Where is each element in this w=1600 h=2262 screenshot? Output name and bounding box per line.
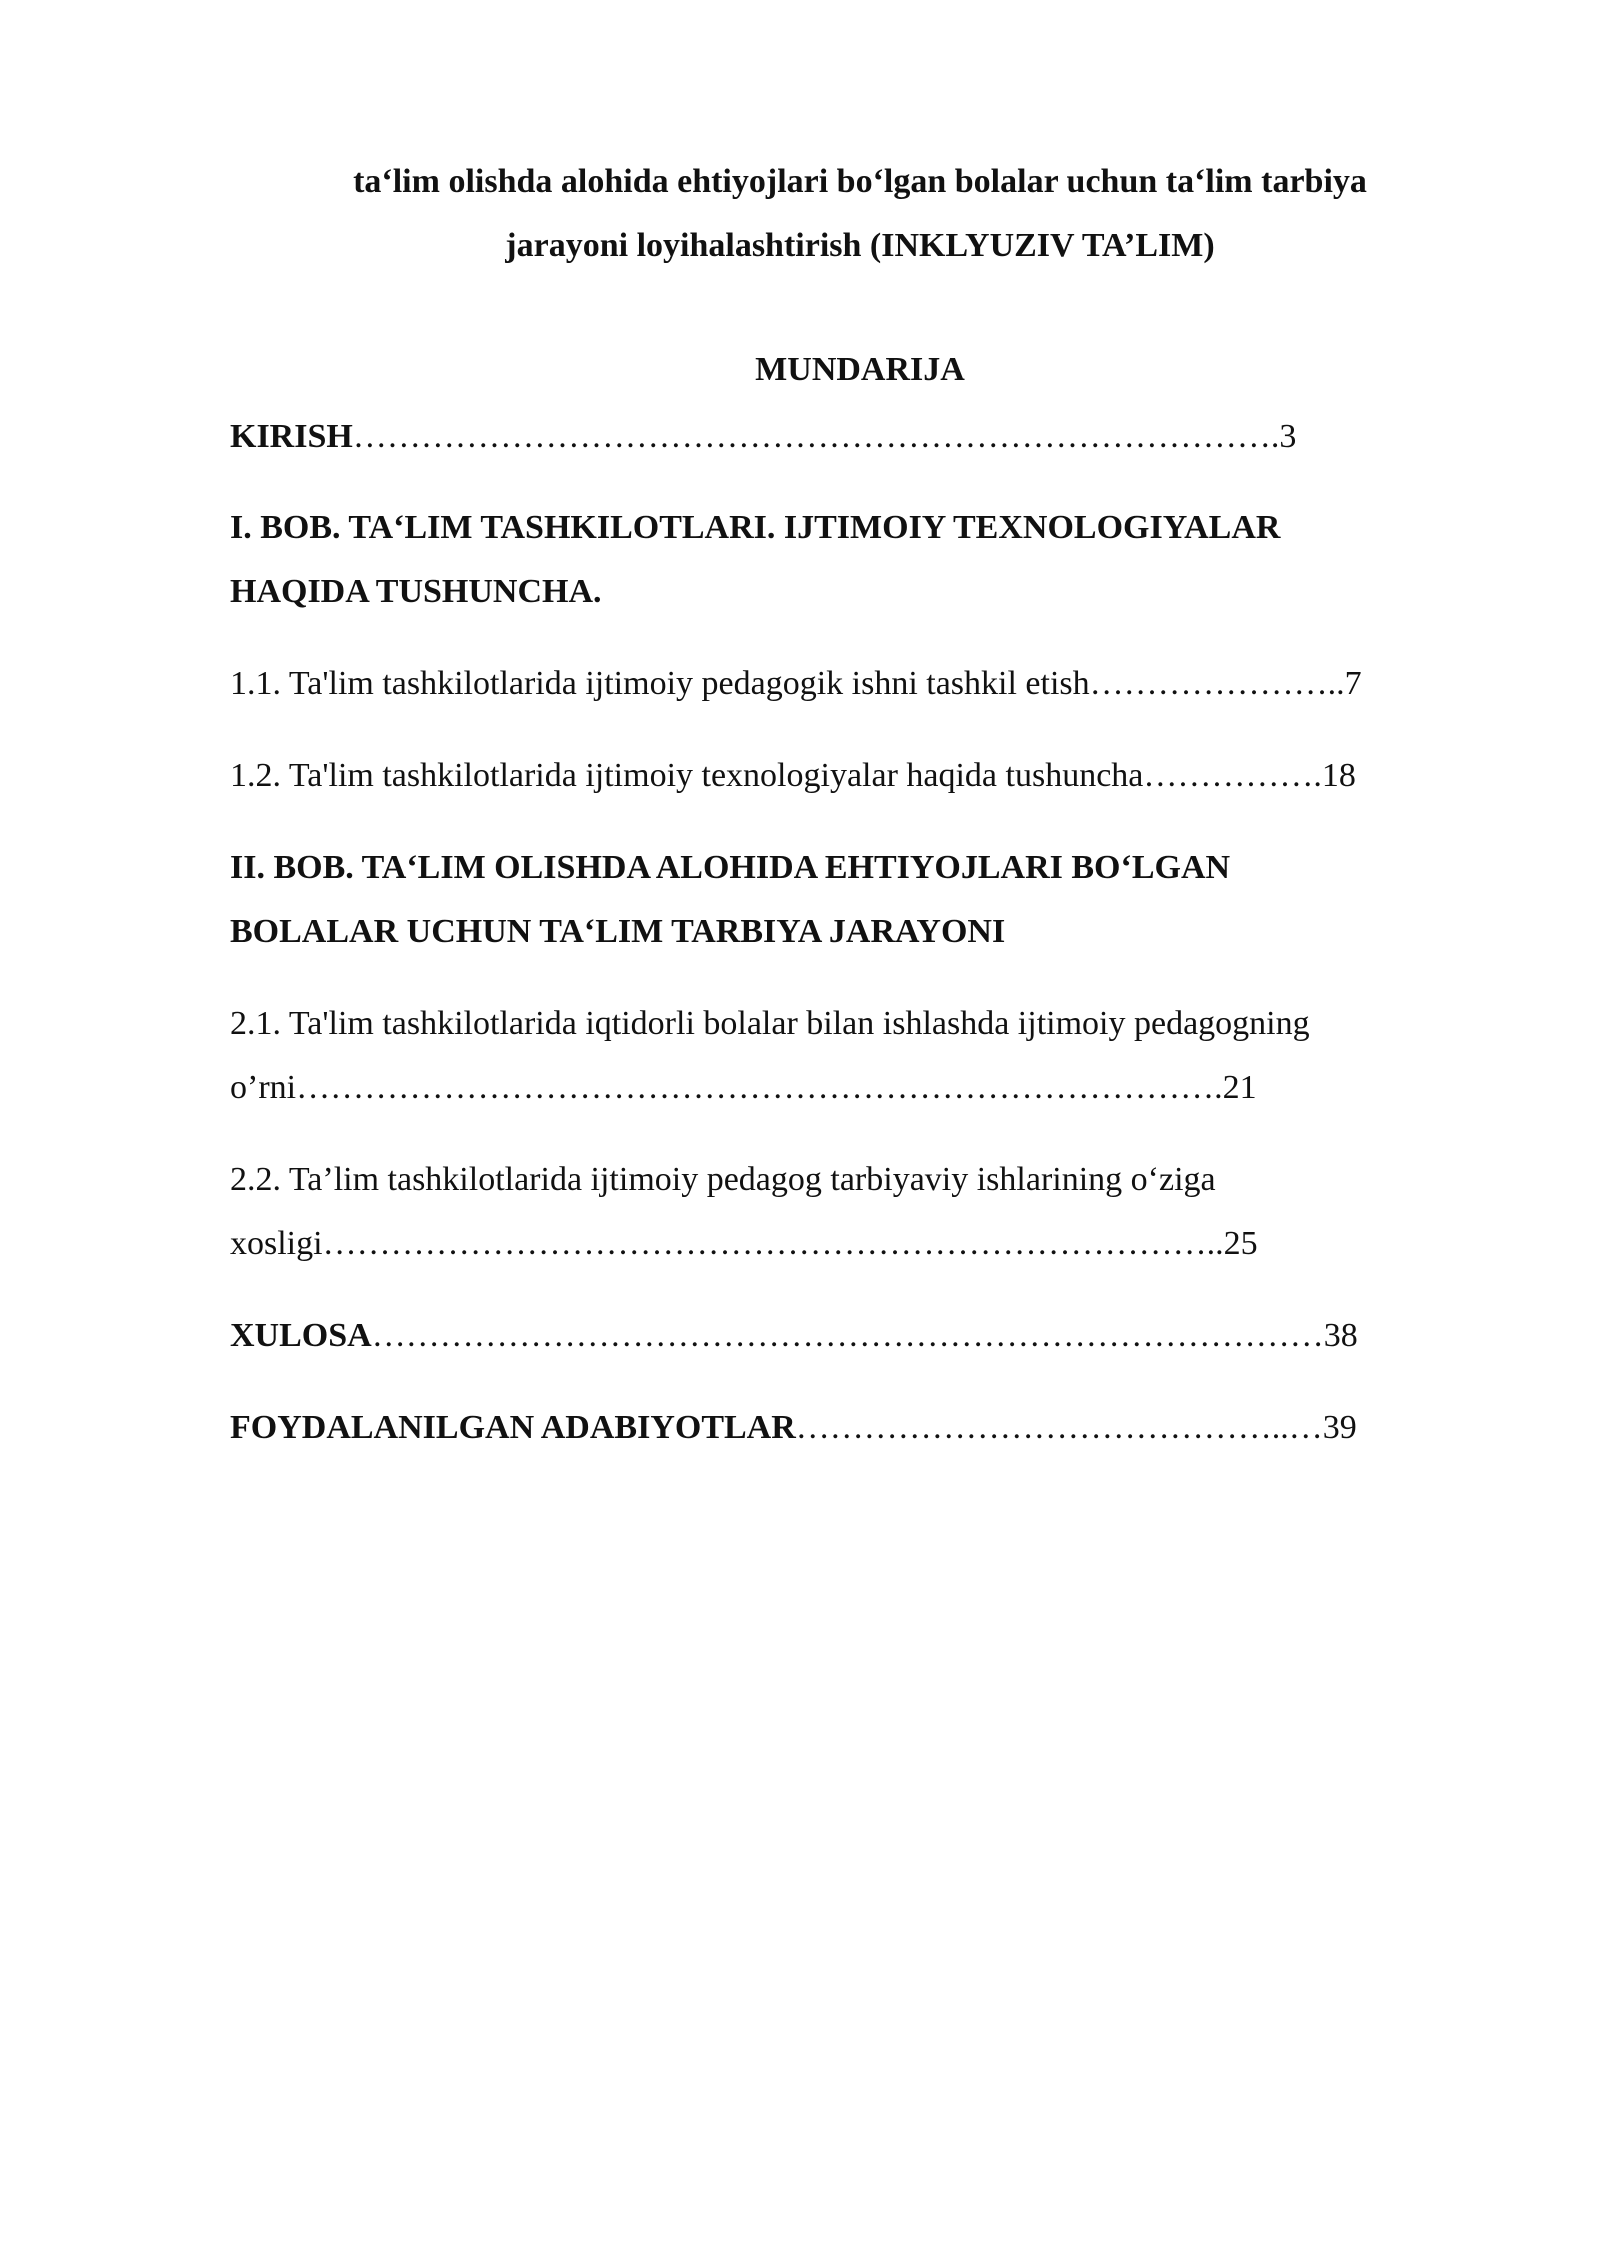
toc-entry-label-line-1: 2.1. Ta'lim tashkilotlarida iqtidorli bolalar bilan ishlashda ijtimoiy pedagogning — [230, 1005, 1310, 1042]
toc-entry-adabiyotlar — [230, 1396, 1490, 1460]
toc-leader-dots: ……………. — [1143, 757, 1322, 794]
toc-chapter-2 — [230, 836, 1490, 964]
toc-entry-label: XULOSA — [230, 1317, 372, 1354]
toc-entry-label-line-2: xosligi — [230, 1225, 323, 1262]
toc-leader-dots: ……………………………………..… — [795, 1409, 1323, 1446]
toc-entry-2-1 — [230, 992, 1490, 1120]
toc-entry-label: FOYDALANILGAN ADABIYOTLAR — [230, 1409, 796, 1446]
toc-leader-dots: …………………………………………………………………….. — [322, 1225, 1224, 1262]
toc-leader-dots: ………………………………………………………………………… — [371, 1317, 1324, 1354]
toc-entry-label: 1.2. Ta'lim tashkilotlarida ijtimoiy texnologiyalar haqida tushuncha — [230, 757, 1144, 794]
toc-entry-label-line-1: 2.2. Ta’lim tashkilotlarida ijtimoiy pedagog tarbiyaviy ishlarining o‘ziga — [230, 1161, 1216, 1198]
toc-entry-line-2 — [230, 1212, 1490, 1276]
toc-leader-dots: ………………………………………………………………………. — [296, 1069, 1223, 1106]
toc-entry-1-2 — [230, 744, 1490, 808]
toc-chapter-1 — [230, 496, 1490, 624]
toc-leader-dots: ………………….. — [1089, 665, 1345, 702]
toc-entry-line-2 — [230, 1056, 1490, 1120]
toc-page-number: 18 — [1321, 757, 1356, 794]
toc-entry-xulosa — [230, 1304, 1490, 1368]
chapter-2-line-2: BOLALAR UCHUN TA‘LIM TARBIYA JARAYONI — [230, 913, 1006, 950]
toc-page-number: 39 — [1322, 1409, 1357, 1446]
toc-entry-1-1 — [230, 652, 1490, 716]
toc-entry-label: KIRISH — [230, 418, 353, 455]
toc-entry-label-line-2: o’rni — [230, 1069, 297, 1106]
chapter-2-line-1: II. BOB. TA‘LIM OLISHDA ALOHIDA EHTIYOJLARI BO‘LGAN — [230, 849, 1231, 886]
toc-page-number: 38 — [1323, 1317, 1358, 1354]
document-title — [230, 150, 1490, 278]
chapter-1-line-2: HAQIDA TUSHUNCHA. — [230, 573, 602, 610]
toc-entry-kirish — [230, 405, 1490, 469]
toc-page-number: 3 — [1279, 418, 1297, 455]
toc-leader-dots: ………………………………………………………………………. — [352, 418, 1280, 455]
chapter-1-line-1: I. BOB. TA‘LIM TASHKILOTLARI. IJTIMOIY TEXNOLOGIYALAR — [230, 509, 1281, 546]
title-line-2: jarayoni loyihalashtirish (INKLYUZIV TA’LIM) — [505, 227, 1215, 264]
toc-page-number: 25 — [1223, 1225, 1258, 1262]
title-line-1: ta‘lim olishda alohida ehtiyojlari bo‘lgan bolalar uchun ta‘lim tarbiya — [353, 163, 1367, 200]
toc-entry-label: 1.1. Ta'lim tashkilotlarida ijtimoiy pedagogik ishni tashkil etish — [230, 665, 1090, 702]
toc-heading: MUNDARIJA — [755, 351, 965, 388]
toc-page-number: 21 — [1222, 1069, 1257, 1106]
toc-page-number: 7 — [1344, 665, 1362, 702]
toc-entry-2-2 — [230, 1148, 1490, 1276]
